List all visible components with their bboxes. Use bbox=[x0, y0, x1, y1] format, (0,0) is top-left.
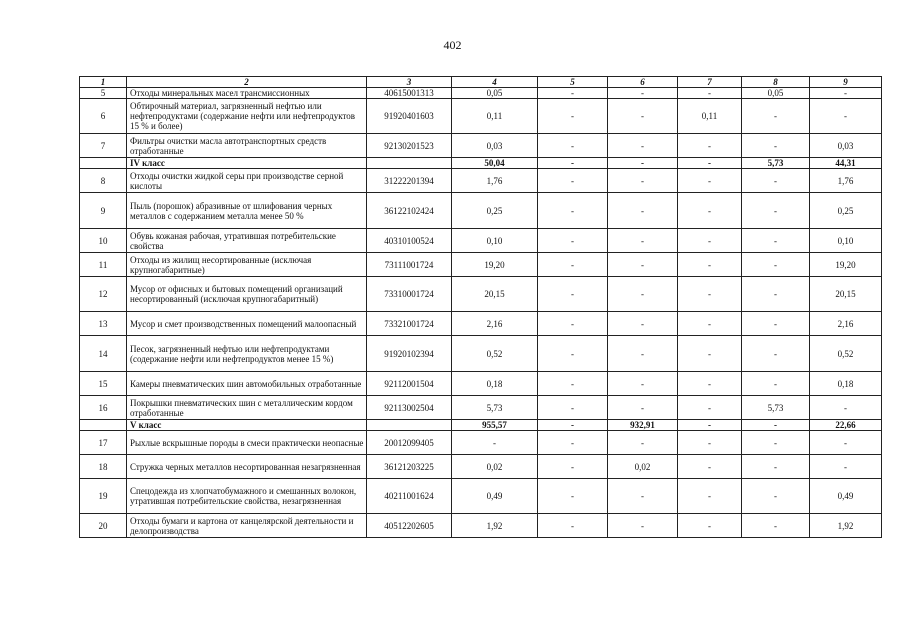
total-cell: 0,10 bbox=[452, 229, 538, 253]
table-row bbox=[80, 253, 882, 277]
col5-cell: - bbox=[538, 372, 608, 396]
total-cell: 0,49 bbox=[452, 479, 538, 514]
col6-cell: - bbox=[608, 479, 678, 514]
col6-cell: - bbox=[608, 514, 678, 538]
fkko-code-cell: 40310100524 bbox=[367, 229, 452, 253]
col8-cell: - bbox=[742, 372, 810, 396]
waste-name-cell: Фильтры очистки масла автотранспортных средств отработанные bbox=[127, 134, 367, 158]
waste-name-cell: Отходы минеральных масел трансмиссионных bbox=[127, 88, 367, 99]
col6-cell: - bbox=[608, 99, 678, 134]
col8-cell: - bbox=[742, 99, 810, 134]
row-number-cell: 18 bbox=[80, 455, 127, 479]
col9-cell: 0,52 bbox=[810, 336, 882, 372]
total-cell: 1,92 bbox=[452, 514, 538, 538]
col9-cell: - bbox=[810, 99, 882, 134]
table-row bbox=[80, 193, 882, 229]
col9-cell: 0,10 bbox=[810, 229, 882, 253]
col7-cell: - bbox=[678, 277, 742, 312]
total-cell: 0,02 bbox=[452, 455, 538, 479]
col7-cell: - bbox=[678, 479, 742, 514]
total-cell: 19,20 bbox=[452, 253, 538, 277]
col7-cell: - bbox=[678, 312, 742, 336]
header-cell: 7 bbox=[678, 77, 742, 88]
fkko-code-cell: 36121203225 bbox=[367, 455, 452, 479]
row-number-cell bbox=[80, 420, 127, 431]
col6-cell: 932,91 bbox=[608, 420, 678, 431]
col9-cell: - bbox=[810, 455, 882, 479]
col5-cell: - bbox=[538, 158, 608, 169]
table-row bbox=[80, 99, 882, 134]
col7-cell: - bbox=[678, 229, 742, 253]
col5-cell: - bbox=[538, 396, 608, 420]
col8-cell: 5,73 bbox=[742, 158, 810, 169]
row-number-cell: 20 bbox=[80, 514, 127, 538]
total-cell: 50,04 bbox=[452, 158, 538, 169]
waste-name-cell: Отходы бумаги и картона от канцелярской деятельности и делопроизводства bbox=[127, 514, 367, 538]
table-row bbox=[80, 88, 882, 99]
header-cell: 9 bbox=[810, 77, 882, 88]
total-cell: 0,52 bbox=[452, 336, 538, 372]
table-row bbox=[80, 514, 882, 538]
col9-cell: 22,66 bbox=[810, 420, 882, 431]
table-row bbox=[80, 229, 882, 253]
header-cell: 6 bbox=[608, 77, 678, 88]
table-row bbox=[80, 134, 882, 158]
total-cell: 2,16 bbox=[452, 312, 538, 336]
total-cell: 5,73 bbox=[452, 396, 538, 420]
col7-cell: - bbox=[678, 431, 742, 455]
col8-cell: - bbox=[742, 431, 810, 455]
col9-cell: 0,18 bbox=[810, 372, 882, 396]
fkko-code-cell: 20012099405 bbox=[367, 431, 452, 455]
col5-cell: - bbox=[538, 134, 608, 158]
col8-cell: 0,05 bbox=[742, 88, 810, 99]
fkko-code-cell: 40512202605 bbox=[367, 514, 452, 538]
total-cell: 20,15 bbox=[452, 277, 538, 312]
table-row bbox=[80, 431, 882, 455]
header-cell: 1 bbox=[80, 77, 127, 88]
col9-cell: - bbox=[810, 88, 882, 99]
col9-cell: 19,20 bbox=[810, 253, 882, 277]
col6-cell: - bbox=[608, 312, 678, 336]
row-number-cell: 13 bbox=[80, 312, 127, 336]
col6-cell: - bbox=[608, 169, 678, 193]
header-row bbox=[80, 77, 882, 88]
waste-name-cell: Рыхлые вскрышные породы в смеси практически неопасные bbox=[127, 431, 367, 455]
col8-cell: - bbox=[742, 479, 810, 514]
col5-cell: - bbox=[538, 277, 608, 312]
col9-cell: 2,16 bbox=[810, 312, 882, 336]
col5-cell: - bbox=[538, 253, 608, 277]
total-cell: 0,18 bbox=[452, 372, 538, 396]
total-cell: - bbox=[452, 431, 538, 455]
col8-cell: - bbox=[742, 134, 810, 158]
col5-cell: - bbox=[538, 88, 608, 99]
waste-name-cell: Песок, загрязненный нефтью или нефтепродуктами (содержание нефти или нефтепродуктов менее 15 %) bbox=[127, 336, 367, 372]
col5-cell: - bbox=[538, 312, 608, 336]
col9-cell: 44,31 bbox=[810, 158, 882, 169]
waste-name-cell: Камеры пневматических шин автомобильных отработанные bbox=[127, 372, 367, 396]
class-subtotal-row bbox=[80, 420, 882, 431]
col7-cell: - bbox=[678, 253, 742, 277]
fkko-code-cell: 92112001504 bbox=[367, 372, 452, 396]
row-number-cell: 7 bbox=[80, 134, 127, 158]
fkko-code-cell: 36122102424 bbox=[367, 193, 452, 229]
col7-cell: - bbox=[678, 420, 742, 431]
col6-cell: - bbox=[608, 372, 678, 396]
row-number-cell: 17 bbox=[80, 431, 127, 455]
row-number-cell: 14 bbox=[80, 336, 127, 372]
table-row bbox=[80, 455, 882, 479]
col8-cell: - bbox=[742, 514, 810, 538]
header-cell: 2 bbox=[127, 77, 367, 88]
waste-name-cell: Спецодежда из хлопчатобумажного и смешанных волокон, утратившая потребительские свойства, незагрязненная bbox=[127, 479, 367, 514]
fkko-code-cell: 40615001313 bbox=[367, 88, 452, 99]
col7-cell: 0,11 bbox=[678, 99, 742, 134]
row-number-cell bbox=[80, 158, 127, 169]
col8-cell: - bbox=[742, 253, 810, 277]
fkko-code-cell bbox=[367, 420, 452, 431]
row-number-cell: 9 bbox=[80, 193, 127, 229]
fkko-code-cell: 91920401603 bbox=[367, 99, 452, 134]
col6-cell: - bbox=[608, 88, 678, 99]
table-row bbox=[80, 479, 882, 514]
fkko-code-cell: 73321001724 bbox=[367, 312, 452, 336]
fkko-code-cell: 92113002504 bbox=[367, 396, 452, 420]
waste-name-cell: Отходы очистки жидкой серы при производстве серной кислоты bbox=[127, 169, 367, 193]
total-cell: 0,25 bbox=[452, 193, 538, 229]
col9-cell: 0,03 bbox=[810, 134, 882, 158]
waste-name-cell: Покрышки пневматических шин с металлическим кордом отработанные bbox=[127, 396, 367, 420]
col8-cell: 5,73 bbox=[742, 396, 810, 420]
row-number-cell: 16 bbox=[80, 396, 127, 420]
waste-name-cell: Мусор от офисных и бытовых помещений организаций несортированный (исключая крупногабаритный) bbox=[127, 277, 367, 312]
table-row bbox=[80, 312, 882, 336]
waste-name-cell: IV класс bbox=[127, 158, 367, 169]
fkko-code-cell: 40211001624 bbox=[367, 479, 452, 514]
fkko-code-cell: 31222201394 bbox=[367, 169, 452, 193]
col5-cell: - bbox=[538, 431, 608, 455]
fkko-code-cell: 92130201523 bbox=[367, 134, 452, 158]
col5-cell: - bbox=[538, 336, 608, 372]
col6-cell: - bbox=[608, 158, 678, 169]
total-cell: 0,11 bbox=[452, 99, 538, 134]
col6-cell: - bbox=[608, 277, 678, 312]
col5-cell: - bbox=[538, 420, 608, 431]
total-cell: 0,05 bbox=[452, 88, 538, 99]
row-number-cell: 19 bbox=[80, 479, 127, 514]
col7-cell: - bbox=[678, 396, 742, 420]
col9-cell: - bbox=[810, 396, 882, 420]
col5-cell: - bbox=[538, 99, 608, 134]
col6-cell: - bbox=[608, 336, 678, 372]
col6-cell: - bbox=[608, 193, 678, 229]
waste-name-cell: Отходы из жилищ несортированные (исключая крупногабаритные) bbox=[127, 253, 367, 277]
row-number-cell: 12 bbox=[80, 277, 127, 312]
col9-cell: - bbox=[810, 431, 882, 455]
col9-cell: 1,92 bbox=[810, 514, 882, 538]
col9-cell: 20,15 bbox=[810, 277, 882, 312]
col8-cell: - bbox=[742, 229, 810, 253]
col5-cell: - bbox=[538, 193, 608, 229]
col7-cell: - bbox=[678, 372, 742, 396]
class-subtotal-row bbox=[80, 158, 882, 169]
col6-cell: - bbox=[608, 396, 678, 420]
waste-name-cell: Обувь кожаная рабочая, утратившая потребительские свойства bbox=[127, 229, 367, 253]
col7-cell: - bbox=[678, 88, 742, 99]
col6-cell: - bbox=[608, 253, 678, 277]
header-cell: 3 bbox=[367, 77, 452, 88]
header-cell: 5 bbox=[538, 77, 608, 88]
row-number-cell: 8 bbox=[80, 169, 127, 193]
col7-cell: - bbox=[678, 455, 742, 479]
col8-cell: - bbox=[742, 277, 810, 312]
total-cell: 1,76 bbox=[452, 169, 538, 193]
col9-cell: 0,25 bbox=[810, 193, 882, 229]
col6-cell: - bbox=[608, 134, 678, 158]
col8-cell: - bbox=[742, 193, 810, 229]
table-row bbox=[80, 277, 882, 312]
col8-cell: - bbox=[742, 169, 810, 193]
table-row bbox=[80, 372, 882, 396]
waste-name-cell: Стружка черных металлов несортированная незагрязненная bbox=[127, 455, 367, 479]
col7-cell: - bbox=[678, 514, 742, 538]
col6-cell: - bbox=[608, 229, 678, 253]
fkko-code-cell bbox=[367, 158, 452, 169]
col5-cell: - bbox=[538, 455, 608, 479]
fkko-code-cell: 73111001724 bbox=[367, 253, 452, 277]
col7-cell: - bbox=[678, 193, 742, 229]
waste-name-cell: Обтирочный материал, загрязненный нефтью или нефтепродуктами (содержание нефти или нефтепродуктов 15 % и более) bbox=[127, 99, 367, 134]
waste-name-cell: Пыль (порошок) абразивные от шлифования черных металлов с содержанием металла менее 50 % bbox=[127, 193, 367, 229]
total-cell: 0,03 bbox=[452, 134, 538, 158]
col8-cell: - bbox=[742, 336, 810, 372]
row-number-cell: 15 bbox=[80, 372, 127, 396]
col6-cell: 0,02 bbox=[608, 455, 678, 479]
table-body bbox=[80, 77, 882, 538]
table-row bbox=[80, 169, 882, 193]
col7-cell: - bbox=[678, 336, 742, 372]
row-number-cell: 5 bbox=[80, 88, 127, 99]
fkko-code-cell: 73310001724 bbox=[367, 277, 452, 312]
col7-cell: - bbox=[678, 134, 742, 158]
header-cell: 8 bbox=[742, 77, 810, 88]
col9-cell: 0,49 bbox=[810, 479, 882, 514]
col5-cell: - bbox=[538, 229, 608, 253]
fkko-code-cell: 91920102394 bbox=[367, 336, 452, 372]
col5-cell: - bbox=[538, 479, 608, 514]
col8-cell: - bbox=[742, 420, 810, 431]
col6-cell: - bbox=[608, 431, 678, 455]
col7-cell: - bbox=[678, 158, 742, 169]
waste-name-cell: Мусор и смет производственных помещений малоопасный bbox=[127, 312, 367, 336]
data-table bbox=[79, 76, 882, 538]
row-number-cell: 11 bbox=[80, 253, 127, 277]
col7-cell: - bbox=[678, 169, 742, 193]
col5-cell: - bbox=[538, 169, 608, 193]
header-cell: 4 bbox=[452, 77, 538, 88]
waste-name-cell: V класс bbox=[127, 420, 367, 431]
page-number: 402 bbox=[443, 38, 462, 52]
table-row bbox=[80, 396, 882, 420]
col9-cell: 1,76 bbox=[810, 169, 882, 193]
col8-cell: - bbox=[742, 455, 810, 479]
table-row bbox=[80, 336, 882, 372]
total-cell: 955,57 bbox=[452, 420, 538, 431]
col5-cell: - bbox=[538, 514, 608, 538]
row-number-cell: 6 bbox=[80, 99, 127, 134]
col8-cell: - bbox=[742, 312, 810, 336]
row-number-cell: 10 bbox=[80, 229, 127, 253]
